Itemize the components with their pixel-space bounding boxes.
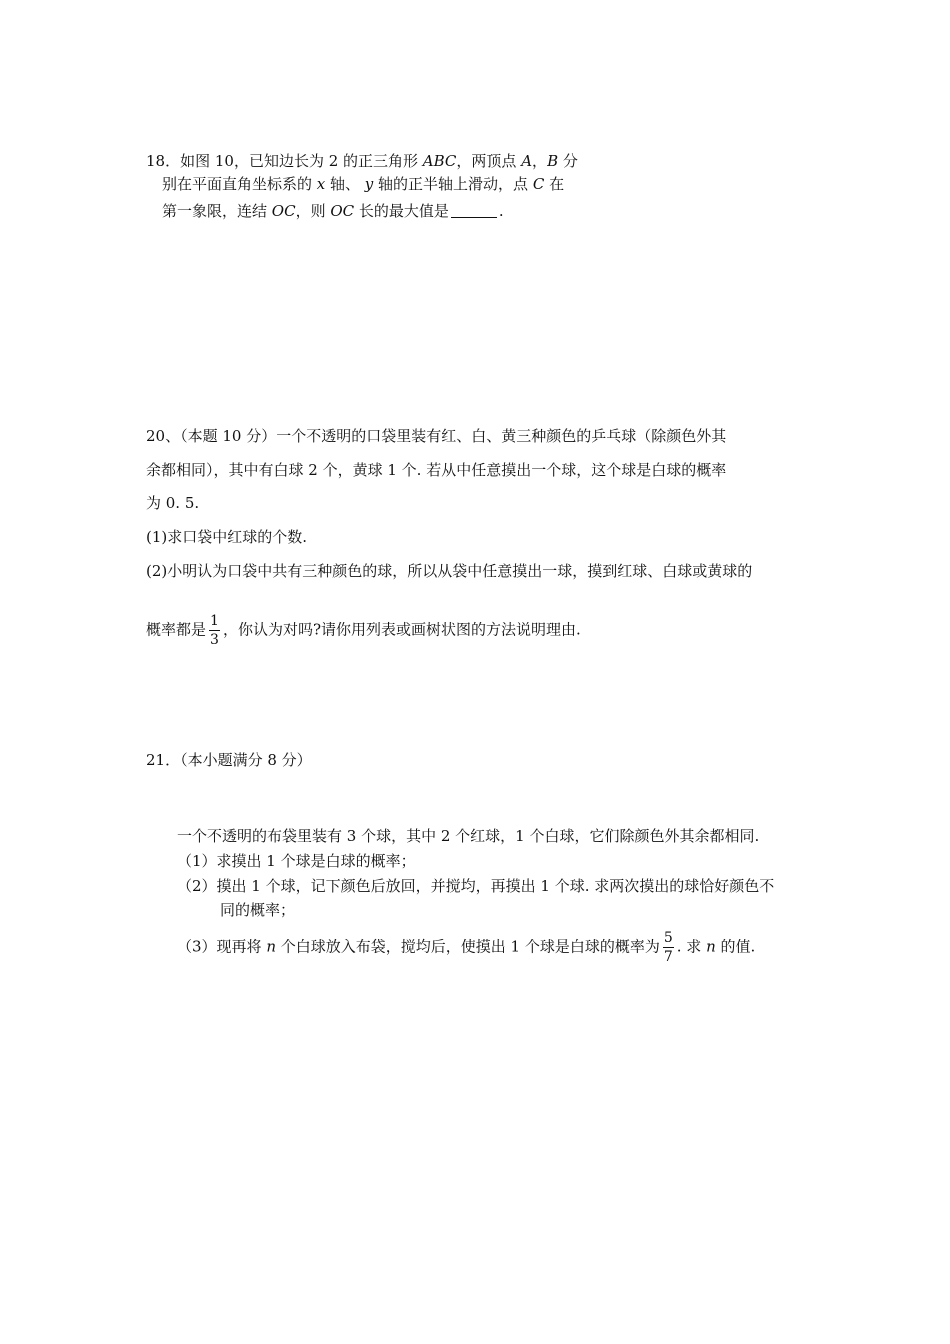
q18-line-2 [162, 174, 564, 194]
q18-var: x [316, 175, 326, 193]
q21-text: 个白球放入布袋，搅均后，使摸出 1 个球是白球的概率为 [275, 937, 660, 956]
q20-part-2: (2)小明认为口袋中共有三种颜色的球，所以从袋中任意摸出一球，摸到红球、白球或黄球的 [146, 562, 753, 580]
q20-text: 概率都是 [146, 620, 207, 639]
q18-var: A [521, 152, 533, 170]
q18-text: ，则 [295, 202, 331, 220]
q18-var: y [364, 175, 374, 193]
q21-text: 的值. [715, 937, 756, 956]
q18-text: . [498, 202, 504, 220]
q18-line-3 [162, 201, 504, 221]
q20-line-3: 为 0. 5. [146, 494, 200, 512]
fraction-denominator: 3 [210, 632, 219, 648]
q21-var: n [706, 937, 716, 956]
q18-text: 轴的正半轴上滑动，点 [373, 175, 533, 193]
q20-line-1: 20、（本题 10 分）一个不透明的口袋里装有红、白、黄三种颜色的乒乓球（除颜色外其 [146, 427, 727, 445]
q21-var: n [266, 937, 276, 956]
q18-text: 第一象限，连结 [162, 202, 272, 220]
q18-var: OC [330, 202, 355, 220]
q18-var: B [547, 152, 559, 170]
q18-var: C [532, 175, 545, 193]
q20-text: ，你认为对吗?请你用列表或画树状图的方法说明理由. [222, 620, 581, 639]
q18-text: ， [532, 152, 548, 170]
q18-text: 长的最大值是 [354, 202, 449, 220]
q20-line-2: 余都相同），其中有白球 2 个，黄球 1 个. 若从中任意摸出一个球，这个球是白球的概率 [146, 461, 727, 479]
fraction-numerator: 5 [663, 930, 673, 946]
q18-text: 别在平面直角坐标系的 [162, 175, 317, 193]
q18-text: 18．如图 10，已知边长为 2 的正三角形 [146, 152, 423, 170]
q21-part-2: （2）摸出 1 个球，记下颜色后放回，并搅均，再摸出 1 个球. 求两次摸出的球恰好颜色不 [177, 877, 775, 895]
fraction-denominator: 7 [663, 949, 673, 965]
q20-part-1: (1)求口袋中红球的个数. [146, 528, 308, 546]
fraction-numerator: 1 [210, 613, 219, 629]
q21-text: （3）现再将 [177, 937, 267, 956]
q21-intro: 一个不透明的布袋里装有 3 个球，其中 2 个红球，1 个白球，它们除颜色外其余都相同. [177, 827, 760, 845]
q21-text: . 求 [676, 937, 707, 956]
q18-var: ABC [422, 152, 457, 170]
fraction-five-sevenths [663, 929, 674, 966]
q20-part-2-cont [146, 612, 581, 649]
q18-text: 在 [544, 175, 565, 193]
q21-part-2-cont: 同的概率； [220, 901, 296, 919]
q18-text: 轴、 [325, 175, 365, 193]
q18-text: 分 [558, 152, 578, 170]
q21-part-1: （1）求摸出 1 个球是白球的概率； [177, 852, 416, 870]
q21-title: 21．（本小题满分 8 分） [146, 751, 312, 769]
q18-text: ，两顶点 [456, 152, 522, 170]
answer-blank [451, 203, 497, 218]
fraction-one-third [209, 612, 220, 649]
q21-part-3 [177, 929, 755, 966]
q18-var: OC [271, 202, 296, 220]
q18-line-1 [146, 151, 578, 171]
